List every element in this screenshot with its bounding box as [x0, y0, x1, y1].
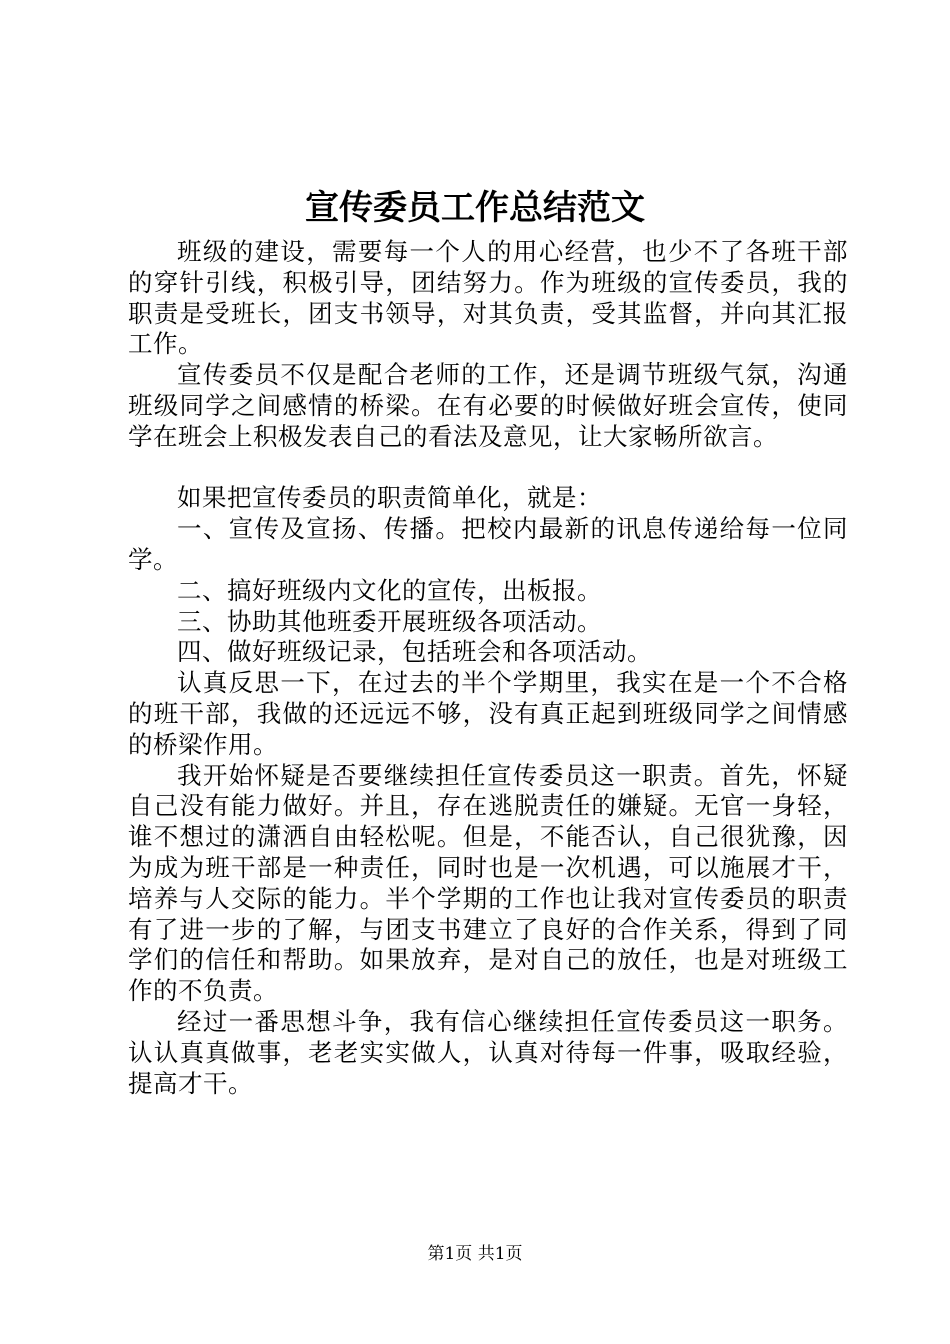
paragraph-6: 经过一番思想斗争，我有信心继续担任宣传委员这一职务。认认真真做事，老老实实做人，认真对待每一件事，吸取经验，提高才干。 [128, 1006, 848, 1098]
page-footer: 第1页 共1页 [427, 1244, 523, 1264]
paragraph-3: 如果把宣传委员的职责简单化，就是： [177, 483, 602, 513]
list-item-4: 四、做好班级记录，包括班会和各项活动。 [177, 637, 652, 667]
list-item-1: 一、宣传及宣扬、传播。把校内最新的讯息传递给每一位同学。 [128, 514, 848, 574]
paragraph-2: 宣传委员不仅是配合老师的工作，还是调节班级气氛，沟通班级同学之间感情的桥梁。在有必要的时候做好班会宣传，使同学在班会上积极发表自己的看法及意见，让大家畅所欲言。 [128, 360, 848, 451]
paragraph-1: 班级的建设，需要每一个人的用心经营，也少不了各班干部的穿针引线，积极引导，团结努力。作为班级的宣传委员，我的职责是受班长，团支书领导，对其负责，受其监督，并向其汇报工作。 [128, 237, 848, 359]
list-item-3: 三、协助其他班委开展班级各项活动。 [177, 606, 602, 636]
document-title: 宣传委员工作总结范文 [305, 188, 645, 228]
document-body [128, 237, 848, 1099]
list-item-2: 二、搞好班级内文化的宣传，出板报。 [177, 575, 602, 605]
paragraph-5: 我开始怀疑是否要继续担任宣传委员这一职责。首先，怀疑自己没有能力做好。并且，存在逃脱责任的嫌疑。无官一身轻，谁不想过的潇洒自由轻松呢。但是，不能否认，自己很犹豫，因为成为班干部是一种责任，同时也是一次机遇，可以施展才干，培养与人交际的能力。半个学期的工作也让我对宣传委员的职责有了进一步的了解，与团支书建立了良好的合作关系，得到了同学们的信任和帮助。如果放弃，是对自己的放任，也是对班级工作的不负责。 [128, 760, 848, 1006]
paragraph-4: 认真反思一下，在过去的半个学期里，我实在是一个不合格的班干部，我做的还远远不够，没有真正起到班级同学之间情感的桥梁作用。 [128, 668, 848, 759]
